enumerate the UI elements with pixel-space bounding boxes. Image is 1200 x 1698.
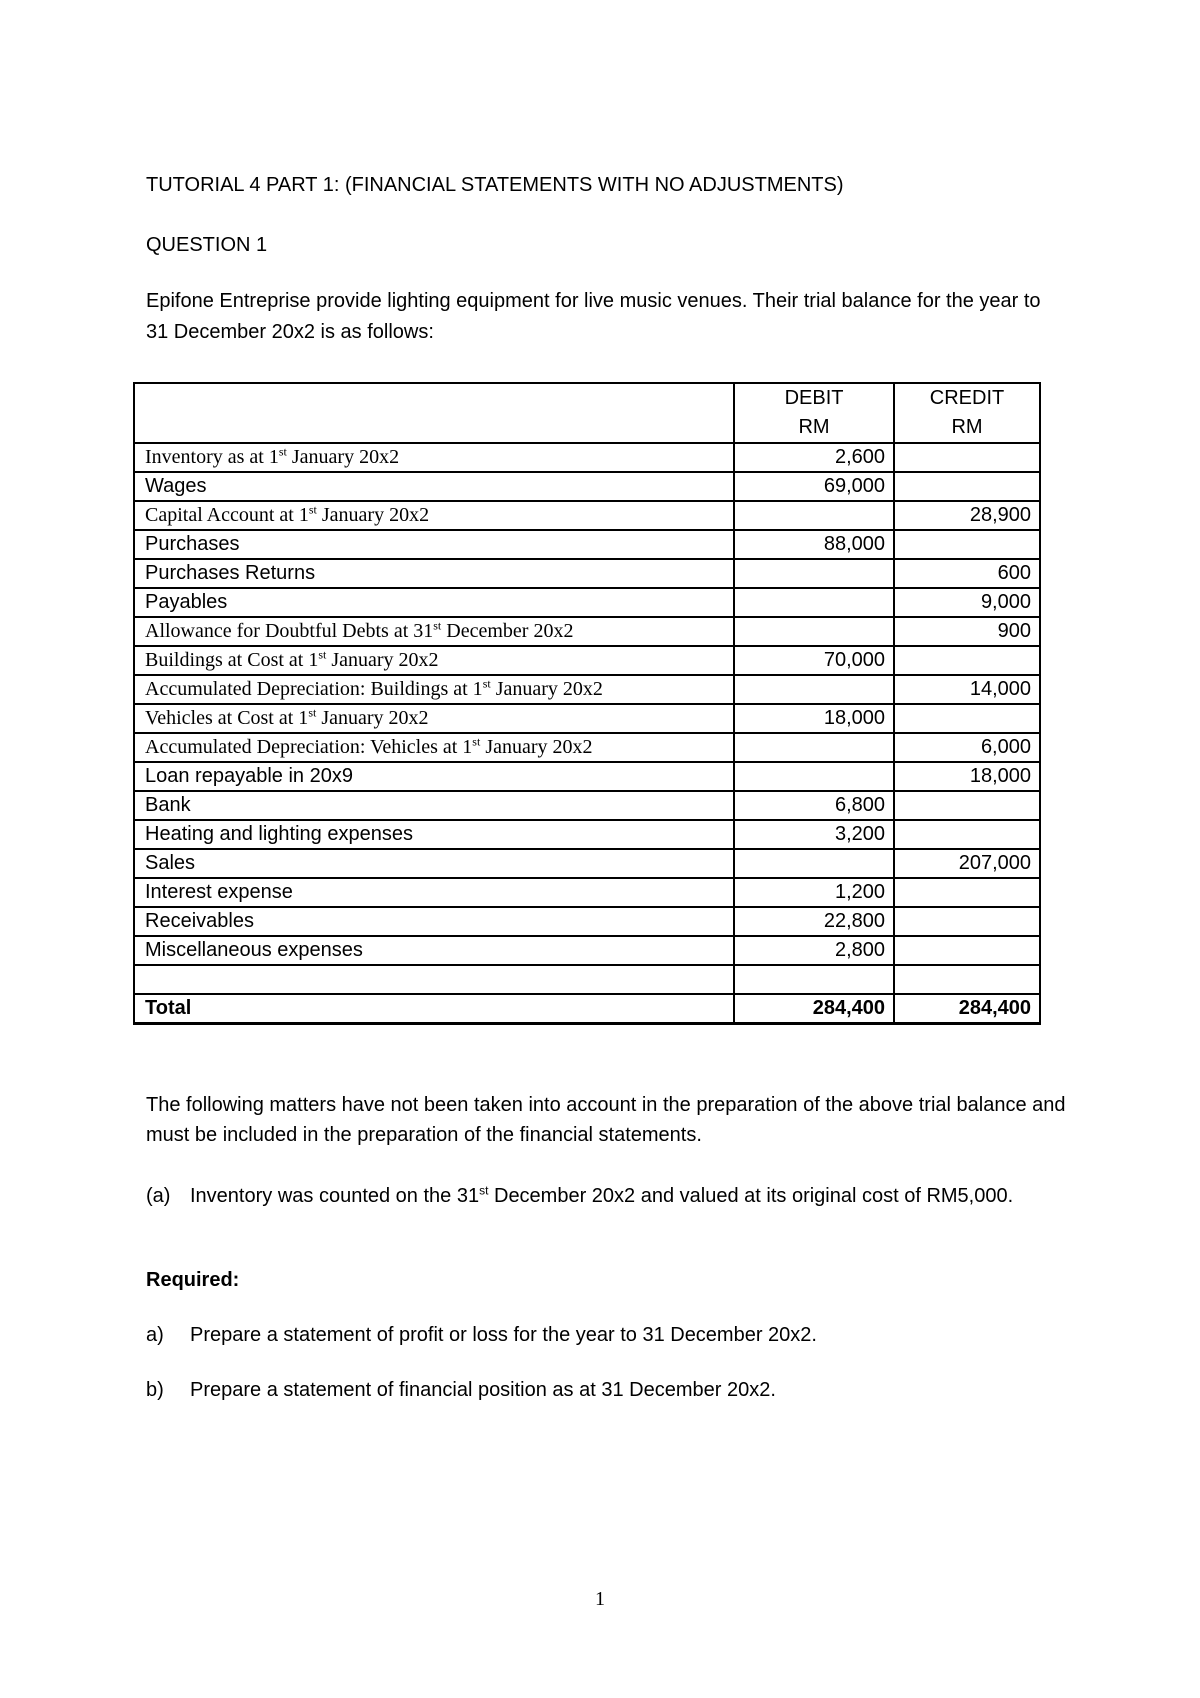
row-debit: 88,000 xyxy=(734,530,894,559)
row-credit xyxy=(894,791,1040,820)
required-item-b-label: b) xyxy=(146,1379,164,1401)
matter-item-a-text xyxy=(190,1181,1050,1211)
row-label xyxy=(134,733,734,762)
credit-header-line2: RM xyxy=(951,416,983,438)
table-row xyxy=(134,849,1040,878)
blank-cell xyxy=(134,965,734,994)
row-label-text: Accumulated Depreciation: Vehicles at 1 xyxy=(145,736,473,758)
matter-item-a-label: (a) xyxy=(146,1185,171,1207)
row-label xyxy=(134,704,734,733)
row-debit: 3,200 xyxy=(734,820,894,849)
blank-cell xyxy=(734,965,894,994)
credit-header-line1: CREDIT xyxy=(929,387,1005,409)
row-label-text: Accumulated Depreciation: Buildings at 1 xyxy=(145,678,483,700)
row-debit: 70,000 xyxy=(734,646,894,675)
row-debit: 22,800 xyxy=(734,907,894,936)
required-item-a xyxy=(146,1320,1066,1350)
blank-cell xyxy=(894,965,1040,994)
row-credit: 900 xyxy=(894,617,1040,646)
row-label: Miscellaneous expenses xyxy=(134,936,734,965)
row-label-sup: st xyxy=(308,502,317,517)
row-label: Payables xyxy=(134,588,734,617)
row-credit: 28,900 xyxy=(894,501,1040,530)
row-debit xyxy=(734,849,894,878)
table-row xyxy=(134,472,1040,501)
credit-header xyxy=(894,383,1040,443)
table-row xyxy=(134,704,1040,733)
row-credit xyxy=(894,443,1040,472)
row-label xyxy=(134,501,734,530)
row-debit xyxy=(734,675,894,704)
row-label xyxy=(134,675,734,704)
total-label: Total xyxy=(134,994,734,1024)
table-row xyxy=(134,878,1040,907)
matter-item-a xyxy=(146,1181,1066,1241)
row-label xyxy=(134,617,734,646)
table-row xyxy=(134,820,1040,849)
row-label-sup: st xyxy=(278,444,287,459)
blank-row xyxy=(134,965,1040,994)
total-credit: 284,400 xyxy=(894,994,1040,1024)
row-label-text: Vehicles at Cost at 1 xyxy=(145,707,309,729)
row-debit: 69,000 xyxy=(734,472,894,501)
row-label-rest: January 20x2 xyxy=(326,649,439,671)
table-row xyxy=(134,646,1040,675)
row-credit xyxy=(894,704,1040,733)
table-row xyxy=(134,762,1040,791)
debit-header xyxy=(734,383,894,443)
required-item-a-label: a) xyxy=(146,1324,164,1346)
row-credit xyxy=(894,472,1040,501)
header-label-cell xyxy=(134,383,734,443)
intro-paragraph: Epifone Entreprise provide lighting equipment for live music venues. Their trial balance for the year to 31 December 20x2 is as follows: xyxy=(146,290,1041,343)
table-header-row xyxy=(134,383,1040,443)
table-row xyxy=(134,936,1040,965)
total-row xyxy=(134,994,1040,1024)
row-label-text: Capital Account at 1 xyxy=(145,504,309,526)
debit-header-line1: DEBIT xyxy=(784,387,844,409)
row-debit: 1,200 xyxy=(734,878,894,907)
row-credit xyxy=(894,936,1040,965)
table-row xyxy=(134,617,1040,646)
row-debit: 2,600 xyxy=(734,443,894,472)
row-label: Heating and lighting expenses xyxy=(134,820,734,849)
total-debit: 284,400 xyxy=(734,994,894,1024)
table-row xyxy=(134,443,1040,472)
matter-item-a-text-2: December 20x2 and valued at its original cost of RM5,000. xyxy=(488,1185,1014,1207)
row-credit xyxy=(894,530,1040,559)
row-label-rest: January 20x2 xyxy=(316,504,430,526)
row-label: Interest expense xyxy=(134,878,734,907)
row-label: Receivables xyxy=(134,907,734,936)
row-label-sup: st xyxy=(318,647,327,662)
row-credit: 18,000 xyxy=(894,762,1040,791)
row-debit: 18,000 xyxy=(734,704,894,733)
row-credit: 14,000 xyxy=(894,675,1040,704)
row-label-text: Buildings at Cost at 1 xyxy=(145,649,319,671)
matters-paragraph: The following matters have not been taken into account in the preparation of the above trial balance and must be included in the preparation of the financial statements. xyxy=(146,1094,1066,1146)
row-credit xyxy=(894,878,1040,907)
row-label: Purchases Returns xyxy=(134,559,734,588)
row-debit: 6,800 xyxy=(734,791,894,820)
row-label xyxy=(134,443,734,472)
table-row xyxy=(134,559,1040,588)
row-debit xyxy=(734,617,894,646)
row-label: Purchases xyxy=(134,530,734,559)
row-debit xyxy=(734,559,894,588)
debit-header-line2: RM xyxy=(798,416,830,438)
table-row xyxy=(134,588,1040,617)
row-credit xyxy=(894,820,1040,849)
table-row xyxy=(134,907,1040,936)
required-heading: Required: xyxy=(146,1269,240,1291)
row-debit xyxy=(734,762,894,791)
row-debit xyxy=(734,588,894,617)
row-label-text: Allowance for Doubtful Debts at 31 xyxy=(145,620,434,642)
matter-item-a-sup: st xyxy=(479,1183,489,1198)
table-row xyxy=(134,501,1040,530)
required-item-b-text: Prepare a statement of financial position as at 31 December 20x2. xyxy=(190,1379,776,1401)
required-item-a-text: Prepare a statement of profit or loss for the year to 31 December 20x2. xyxy=(190,1324,817,1346)
row-label: Wages xyxy=(134,472,734,501)
table-row xyxy=(134,675,1040,704)
row-label-sup: st xyxy=(472,734,481,749)
row-credit xyxy=(894,907,1040,936)
row-credit xyxy=(894,646,1040,675)
document-page xyxy=(145,170,1066,1401)
required-item-b xyxy=(146,1375,1066,1405)
document-title: TUTORIAL 4 PART 1: (FINANCIAL STATEMENTS WITH NO ADJUSTMENTS) xyxy=(146,174,844,196)
question-heading: QUESTION 1 xyxy=(146,234,268,256)
row-label-sup: st xyxy=(482,676,491,691)
row-label-rest: January 20x2 xyxy=(286,446,400,468)
row-label-sup: st xyxy=(308,705,317,720)
row-label-sup: st xyxy=(433,618,442,633)
row-credit: 9,000 xyxy=(894,588,1040,617)
table-row xyxy=(134,530,1040,559)
row-label: Loan repayable in 20x9 xyxy=(134,762,734,791)
table-row xyxy=(134,791,1040,820)
row-label-text: Inventory as at 1 xyxy=(145,446,279,468)
row-credit: 6,000 xyxy=(894,733,1040,762)
table-row xyxy=(134,733,1040,762)
row-label-rest: December 20x2 xyxy=(441,620,574,642)
row-credit: 600 xyxy=(894,559,1040,588)
row-label: Bank xyxy=(134,791,734,820)
row-debit xyxy=(734,733,894,762)
row-label-rest: January 20x2 xyxy=(316,707,429,729)
matter-item-a-text-1: Inventory was counted on the 31 xyxy=(190,1185,480,1207)
row-label-rest: January 20x2 xyxy=(480,736,593,758)
trial-balance-table xyxy=(133,382,1041,1025)
row-label: Sales xyxy=(134,849,734,878)
row-label xyxy=(134,646,734,675)
row-debit xyxy=(734,501,894,530)
page-number: 1 xyxy=(595,1588,605,1610)
row-credit: 207,000 xyxy=(894,849,1040,878)
row-label-rest: January 20x2 xyxy=(490,678,603,700)
row-debit: 2,800 xyxy=(734,936,894,965)
